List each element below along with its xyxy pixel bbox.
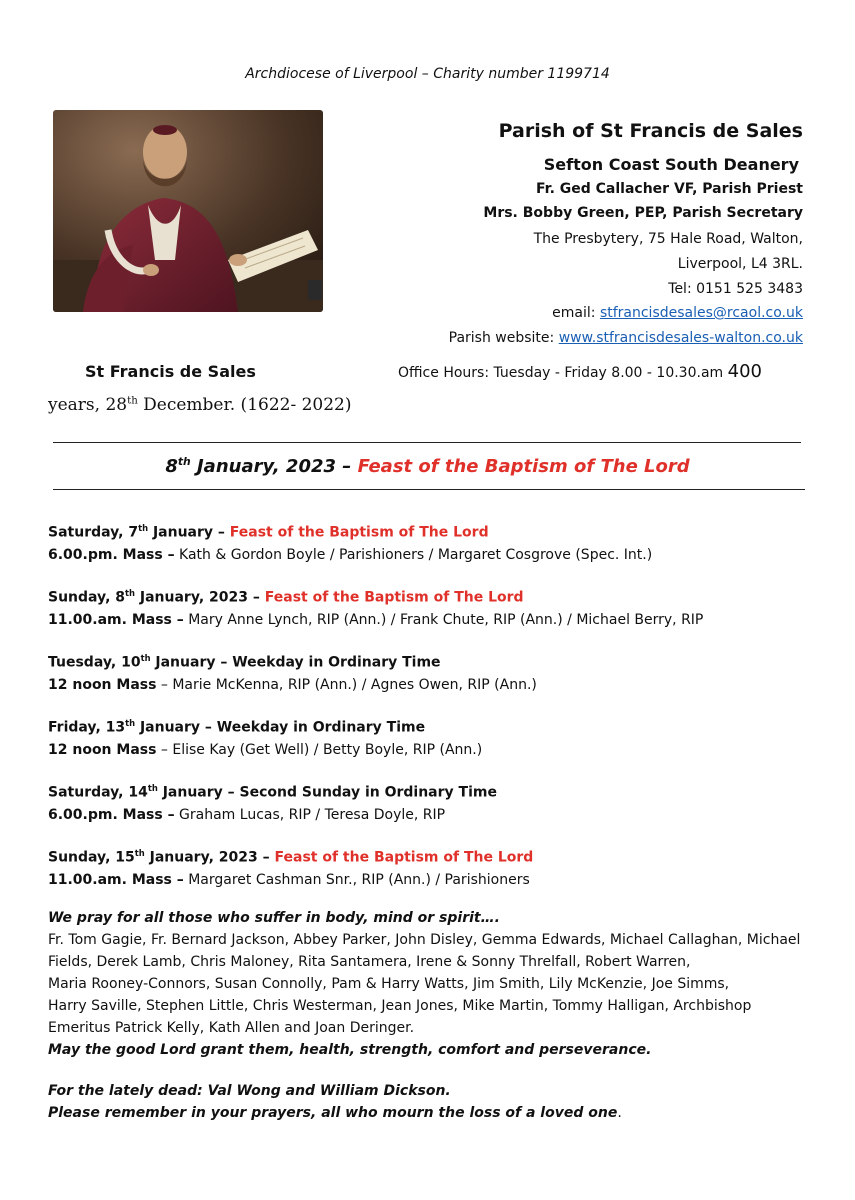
prayer-closing: May the good Lord grant them, health, strength, comfort and perseverance. xyxy=(48,1042,652,1058)
prayer-names-line: Harry Saville, Stephen Little, Chris Westerman, Jean Jones, Mike Martin, Tommy Halligan, Archbishop xyxy=(48,998,752,1014)
prayer-lead: We pray for all those who suffer in body, mind or spirit…. xyxy=(48,910,500,926)
schedule-entry xyxy=(48,517,652,566)
parish-priest: Fr. Ged Callacher VF, Parish Priest xyxy=(536,181,803,197)
bulletin-heading: 8th January, 2023 – Feast of the Baptism of The Lord xyxy=(165,455,690,477)
website-link[interactable]: www.stfrancisdesales-walton.co.uk xyxy=(558,330,803,346)
divider-bottom xyxy=(53,489,805,490)
schedule-day: Tuesday, 10th January – Weekday in Ordinary Time xyxy=(48,653,441,671)
schedule-entry xyxy=(48,842,533,891)
email-link[interactable]: stfrancisdesales@rcaol.co.uk xyxy=(599,305,803,321)
lately-dead xyxy=(48,1080,622,1124)
schedule-day: Saturday, 14th January – Second Sunday in Ordinary Time xyxy=(48,783,497,801)
mourning-request: Please remember in your prayers, all who mourn the loss of a loved one. xyxy=(48,1105,622,1121)
schedule-entry xyxy=(48,777,497,826)
parish-name: Parish of St Francis de Sales xyxy=(498,120,803,142)
parish-secretary: Mrs. Bobby Green, PEP, Parish Secretary xyxy=(483,205,803,221)
email-line: email: stfrancisdesales@rcaol.co.uk xyxy=(552,305,803,321)
schedule-entry xyxy=(48,582,703,631)
schedule-entry xyxy=(48,647,537,696)
address-line-2: Liverpool, L4 3RL. xyxy=(677,256,803,272)
schedule-day: Sunday, 8th January, 2023 – Feast of the Baptism of The Lord xyxy=(48,588,524,606)
portrait-caption: St Francis de Sales xyxy=(85,362,256,381)
schedule-mass: 6.00.pm. Mass – Graham Lucas, RIP / Teresa Doyle, RIP xyxy=(48,806,446,823)
deanery: Sefton Coast South Deanery xyxy=(543,155,799,174)
prayer-names-line: Fields, Derek Lamb, Chris Maloney, Rita Santamera, Irene & Sonny Threlfall, Robert Warren, xyxy=(48,954,691,970)
schedule-entry xyxy=(48,712,482,761)
charity-line: Archdiocese of Liverpool – Charity number 1199714 xyxy=(245,66,610,82)
schedule-mass: 12 noon Mass – Marie McKenna, RIP (Ann.) / Agnes Owen, RIP (Ann.) xyxy=(48,676,537,693)
lately-dead-names: For the lately dead: Val Wong and William Dickson. xyxy=(48,1083,451,1099)
schedule-mass: 11.00.am. Mass – Mary Anne Lynch, RIP (Ann.) / Frank Chute, RIP (Ann.) / Michael Berry, RIP xyxy=(48,611,704,628)
schedule-day: Friday, 13th January – Weekday in Ordinary Time xyxy=(48,718,426,736)
prayer-names-line: Maria Rooney-Connors, Susan Connolly, Pam & Harry Watts, Jim Smith, Lily McKenzie, Joe Simms, xyxy=(48,976,730,992)
saint-portrait xyxy=(53,110,323,312)
anniversary-note: years, 28th December. (1622- 2022) xyxy=(48,395,352,415)
schedule-mass: 11.00.am. Mass – Margaret Cashman Snr., RIP (Ann.) / Parishioners xyxy=(48,871,530,888)
prayer-names-line: Emeritus Patrick Kelly, Kath Allen and Joan Deringer. xyxy=(48,1020,415,1036)
office-hours: Office Hours: Tuesday - Friday 8.00 - 10.30.am 400 xyxy=(398,361,762,382)
prayer-names-line: Fr. Tom Gagie, Fr. Bernard Jackson, Abbey Parker, John Disley, Gemma Edwards, Michael Callaghan, Michael xyxy=(48,932,801,948)
schedule-day: Saturday, 7th January – Feast of the Baptism of The Lord xyxy=(48,523,489,541)
address-line-1: The Presbytery, 75 Hale Road, Walton, xyxy=(533,231,803,247)
schedule-day: Sunday, 15th January, 2023 – Feast of the Baptism of The Lord xyxy=(48,848,534,866)
website-line: Parish website: www.stfrancisdesales-walton.co.uk xyxy=(448,330,803,346)
schedule-mass: 12 noon Mass – Elise Kay (Get Well) / Betty Boyle, RIP (Ann.) xyxy=(48,741,483,758)
divider-top xyxy=(53,442,801,443)
prayer-list xyxy=(48,907,818,1061)
schedule-mass: 6.00.pm. Mass – Kath & Gordon Boyle / Parishioners / Margaret Cosgrove (Spec. Int.) xyxy=(48,546,653,563)
telephone: Tel: 0151 525 3483 xyxy=(668,281,803,297)
